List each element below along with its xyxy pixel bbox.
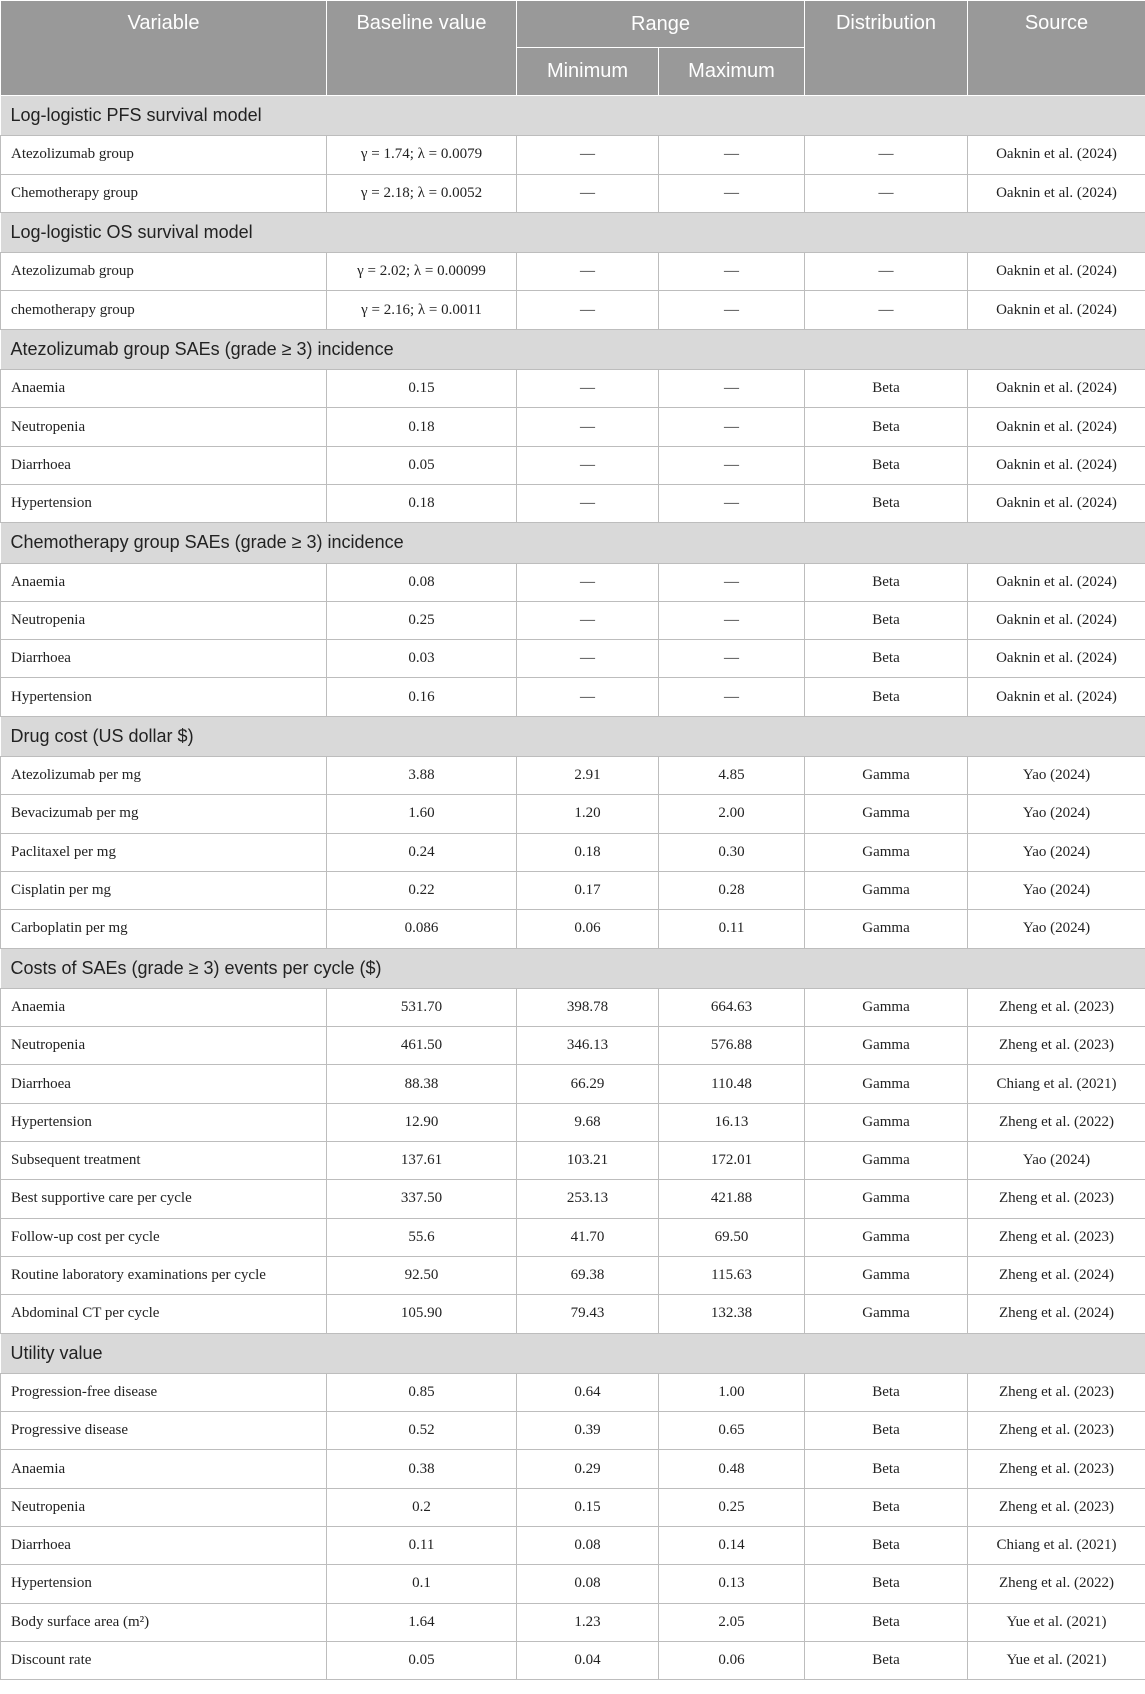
minimum-cell: 0.18: [517, 833, 659, 871]
baseline-cell: γ = 2.16; λ = 0.0011: [327, 291, 517, 329]
distribution-cell: —: [805, 291, 968, 329]
maximum-cell: —: [659, 370, 805, 408]
table-row: [1, 484, 1145, 522]
baseline-cell: 531.70: [327, 988, 517, 1026]
table-row: [1, 370, 1145, 408]
minimum-cell: —: [517, 370, 659, 408]
source-cell: Oaknin et al. (2024): [968, 484, 1145, 522]
header-distribution: Distribution: [805, 1, 968, 96]
baseline-cell: 0.25: [327, 601, 517, 639]
maximum-cell: 2.00: [659, 795, 805, 833]
variable-cell: Hypertension: [1, 1103, 327, 1141]
table-row: [1, 1256, 1145, 1294]
table-row: [1, 1027, 1145, 1065]
variable-cell: Anaemia: [1, 1450, 327, 1488]
distribution-cell: Beta: [805, 1412, 968, 1450]
source-cell: Zheng et al. (2023): [968, 1450, 1145, 1488]
source-cell: Oaknin et al. (2024): [968, 563, 1145, 601]
source-cell: Zheng et al. (2024): [968, 1256, 1145, 1294]
distribution-cell: Gamma: [805, 1142, 968, 1180]
table-row: [1, 1295, 1145, 1333]
maximum-cell: —: [659, 408, 805, 446]
minimum-cell: 0.15: [517, 1488, 659, 1526]
distribution-cell: Beta: [805, 484, 968, 522]
baseline-cell: 0.05: [327, 446, 517, 484]
table-row: [1, 871, 1145, 909]
minimum-cell: 1.20: [517, 795, 659, 833]
source-cell: Oaknin et al. (2024): [968, 370, 1145, 408]
minimum-cell: 0.08: [517, 1565, 659, 1603]
table-row: [1, 136, 1145, 174]
minimum-cell: —: [517, 174, 659, 212]
section-header-row: [1, 716, 1145, 756]
source-cell: Oaknin et al. (2024): [968, 291, 1145, 329]
baseline-cell: 0.18: [327, 408, 517, 446]
maximum-cell: —: [659, 136, 805, 174]
minimum-cell: 0.04: [517, 1641, 659, 1679]
source-cell: Zheng et al. (2023): [968, 1180, 1145, 1218]
source-cell: Yao (2024): [968, 871, 1145, 909]
minimum-cell: —: [517, 253, 659, 291]
minimum-cell: —: [517, 136, 659, 174]
section-title: Log-logistic PFS survival model: [1, 96, 1145, 136]
variable-cell: Anaemia: [1, 988, 327, 1026]
section-header-row: [1, 948, 1145, 988]
variable-cell: Progression-free disease: [1, 1373, 327, 1411]
maximum-cell: 0.30: [659, 833, 805, 871]
maximum-cell: 0.48: [659, 1450, 805, 1488]
source-cell: Oaknin et al. (2024): [968, 678, 1145, 716]
table-body: [1, 96, 1145, 1680]
baseline-cell: 0.52: [327, 1412, 517, 1450]
source-cell: Yao (2024): [968, 910, 1145, 948]
variable-cell: Routine laboratory examinations per cycle: [1, 1256, 327, 1294]
distribution-cell: Beta: [805, 1565, 968, 1603]
table-row: [1, 253, 1145, 291]
minimum-cell: 66.29: [517, 1065, 659, 1103]
minimum-cell: 0.08: [517, 1526, 659, 1564]
table-row: [1, 833, 1145, 871]
distribution-cell: Gamma: [805, 1065, 968, 1103]
variable-cell: Atezolizumab group: [1, 136, 327, 174]
distribution-cell: Gamma: [805, 795, 968, 833]
section-header-row: [1, 1333, 1145, 1373]
minimum-cell: 0.29: [517, 1450, 659, 1488]
variable-cell: Hypertension: [1, 678, 327, 716]
distribution-cell: Gamma: [805, 988, 968, 1026]
section-header-row: [1, 523, 1145, 563]
baseline-cell: 105.90: [327, 1295, 517, 1333]
maximum-cell: —: [659, 446, 805, 484]
source-cell: Chiang et al. (2021): [968, 1526, 1145, 1564]
maximum-cell: —: [659, 484, 805, 522]
minimum-cell: —: [517, 446, 659, 484]
distribution-cell: Beta: [805, 1603, 968, 1641]
variable-cell: Chemotherapy group: [1, 174, 327, 212]
source-cell: Zheng et al. (2022): [968, 1103, 1145, 1141]
source-cell: Zheng et al. (2023): [968, 988, 1145, 1026]
maximum-cell: —: [659, 563, 805, 601]
maximum-cell: —: [659, 678, 805, 716]
table-row: [1, 1065, 1145, 1103]
source-cell: Oaknin et al. (2024): [968, 640, 1145, 678]
table-row: [1, 988, 1145, 1026]
source-cell: Zheng et al. (2023): [968, 1373, 1145, 1411]
table-header: [1, 1, 1145, 96]
variable-cell: Neutropenia: [1, 408, 327, 446]
baseline-cell: 55.6: [327, 1218, 517, 1256]
table-row: [1, 757, 1145, 795]
distribution-cell: Beta: [805, 1526, 968, 1564]
baseline-cell: 0.18: [327, 484, 517, 522]
distribution-cell: Gamma: [805, 1027, 968, 1065]
baseline-cell: 0.38: [327, 1450, 517, 1488]
variable-cell: Hypertension: [1, 1565, 327, 1603]
section-title: Drug cost (US dollar $): [1, 716, 1145, 756]
header-maximum: Maximum: [659, 48, 805, 96]
baseline-cell: 0.22: [327, 871, 517, 909]
distribution-cell: Beta: [805, 640, 968, 678]
distribution-cell: Beta: [805, 678, 968, 716]
baseline-cell: γ = 1.74; λ = 0.0079: [327, 136, 517, 174]
maximum-cell: 0.65: [659, 1412, 805, 1450]
baseline-cell: 137.61: [327, 1142, 517, 1180]
maximum-cell: 0.13: [659, 1565, 805, 1603]
source-cell: Yue et al. (2021): [968, 1641, 1145, 1679]
table-row: [1, 1603, 1145, 1641]
minimum-cell: 2.91: [517, 757, 659, 795]
baseline-cell: γ = 2.02; λ = 0.00099: [327, 253, 517, 291]
variable-cell: Cisplatin per mg: [1, 871, 327, 909]
distribution-cell: Beta: [805, 370, 968, 408]
minimum-cell: 0.17: [517, 871, 659, 909]
baseline-cell: 1.60: [327, 795, 517, 833]
minimum-cell: —: [517, 640, 659, 678]
table-row: [1, 174, 1145, 212]
distribution-cell: Beta: [805, 1488, 968, 1526]
baseline-cell: 0.086: [327, 910, 517, 948]
variable-cell: Neutropenia: [1, 1027, 327, 1065]
table-row: [1, 446, 1145, 484]
baseline-cell: 92.50: [327, 1256, 517, 1294]
table-row: [1, 795, 1145, 833]
distribution-cell: Beta: [805, 446, 968, 484]
section-header-row: [1, 96, 1145, 136]
source-cell: Yao (2024): [968, 1142, 1145, 1180]
distribution-cell: Gamma: [805, 1218, 968, 1256]
maximum-cell: 421.88: [659, 1180, 805, 1218]
variable-cell: Diarrhoea: [1, 446, 327, 484]
distribution-cell: Beta: [805, 408, 968, 446]
table-row: [1, 1218, 1145, 1256]
table-row: [1, 1180, 1145, 1218]
source-cell: Oaknin et al. (2024): [968, 446, 1145, 484]
distribution-cell: Beta: [805, 1450, 968, 1488]
minimum-cell: —: [517, 484, 659, 522]
distribution-cell: —: [805, 253, 968, 291]
source-cell: Yao (2024): [968, 757, 1145, 795]
section-title: Costs of SAEs (grade ≥ 3) events per cycle ($): [1, 948, 1145, 988]
variable-cell: Hypertension: [1, 484, 327, 522]
variable-cell: Abdominal CT per cycle: [1, 1295, 327, 1333]
distribution-cell: Gamma: [805, 871, 968, 909]
maximum-cell: 0.14: [659, 1526, 805, 1564]
source-cell: Yao (2024): [968, 795, 1145, 833]
baseline-cell: 0.1: [327, 1565, 517, 1603]
maximum-cell: —: [659, 253, 805, 291]
source-cell: Oaknin et al. (2024): [968, 601, 1145, 639]
distribution-cell: Beta: [805, 1641, 968, 1679]
table-row: [1, 601, 1145, 639]
maximum-cell: 110.48: [659, 1065, 805, 1103]
baseline-cell: 0.08: [327, 563, 517, 601]
baseline-cell: 461.50: [327, 1027, 517, 1065]
baseline-cell: 1.64: [327, 1603, 517, 1641]
maximum-cell: 0.11: [659, 910, 805, 948]
variable-cell: Neutropenia: [1, 601, 327, 639]
source-cell: Oaknin et al. (2024): [968, 408, 1145, 446]
minimum-cell: —: [517, 291, 659, 329]
variable-cell: Body surface area (m²): [1, 1603, 327, 1641]
baseline-cell: 0.85: [327, 1373, 517, 1411]
minimum-cell: 1.23: [517, 1603, 659, 1641]
table-row: [1, 640, 1145, 678]
source-cell: Chiang et al. (2021): [968, 1065, 1145, 1103]
maximum-cell: 0.28: [659, 871, 805, 909]
distribution-cell: Gamma: [805, 757, 968, 795]
distribution-cell: Gamma: [805, 833, 968, 871]
baseline-cell: γ = 2.18; λ = 0.0052: [327, 174, 517, 212]
distribution-cell: Gamma: [805, 1256, 968, 1294]
minimum-cell: —: [517, 601, 659, 639]
variable-cell: Diarrhoea: [1, 1526, 327, 1564]
baseline-cell: 0.2: [327, 1488, 517, 1526]
variable-cell: Anaemia: [1, 370, 327, 408]
table-row: [1, 1103, 1145, 1141]
baseline-cell: 0.03: [327, 640, 517, 678]
distribution-cell: Gamma: [805, 1103, 968, 1141]
source-cell: Zheng et al. (2023): [968, 1027, 1145, 1065]
variable-cell: Carboplatin per mg: [1, 910, 327, 948]
distribution-cell: —: [805, 136, 968, 174]
distribution-cell: Gamma: [805, 1295, 968, 1333]
baseline-cell: 12.90: [327, 1103, 517, 1141]
source-cell: Oaknin et al. (2024): [968, 136, 1145, 174]
table-row: [1, 291, 1145, 329]
minimum-cell: 69.38: [517, 1256, 659, 1294]
section-title: Atezolizumab group SAEs (grade ≥ 3) incidence: [1, 329, 1145, 369]
minimum-cell: —: [517, 678, 659, 716]
maximum-cell: —: [659, 601, 805, 639]
table-row: [1, 563, 1145, 601]
header-range: Range: [517, 1, 805, 48]
header-minimum: Minimum: [517, 48, 659, 96]
variable-cell: chemotherapy group: [1, 291, 327, 329]
distribution-cell: Gamma: [805, 1180, 968, 1218]
maximum-cell: —: [659, 291, 805, 329]
source-cell: Zheng et al. (2023): [968, 1218, 1145, 1256]
maximum-cell: 16.13: [659, 1103, 805, 1141]
minimum-cell: 103.21: [517, 1142, 659, 1180]
baseline-cell: 337.50: [327, 1180, 517, 1218]
source-cell: Zheng et al. (2024): [968, 1295, 1145, 1333]
table-row: [1, 678, 1145, 716]
table-row: [1, 1450, 1145, 1488]
minimum-cell: —: [517, 408, 659, 446]
maximum-cell: 0.25: [659, 1488, 805, 1526]
source-cell: Zheng et al. (2023): [968, 1488, 1145, 1526]
variable-cell: Atezolizumab per mg: [1, 757, 327, 795]
variable-cell: Diarrhoea: [1, 640, 327, 678]
minimum-cell: 346.13: [517, 1027, 659, 1065]
table-row: [1, 1142, 1145, 1180]
table-row: [1, 1526, 1145, 1564]
baseline-cell: 0.24: [327, 833, 517, 871]
header-variable: Variable: [1, 1, 327, 96]
minimum-cell: —: [517, 563, 659, 601]
maximum-cell: 0.06: [659, 1641, 805, 1679]
maximum-cell: 576.88: [659, 1027, 805, 1065]
table-row: [1, 1641, 1145, 1679]
variable-cell: Progressive disease: [1, 1412, 327, 1450]
baseline-cell: 88.38: [327, 1065, 517, 1103]
source-cell: Zheng et al. (2022): [968, 1565, 1145, 1603]
source-cell: Oaknin et al. (2024): [968, 253, 1145, 291]
header-source: Source: [968, 1, 1145, 96]
baseline-cell: 0.11: [327, 1526, 517, 1564]
maximum-cell: —: [659, 174, 805, 212]
maximum-cell: —: [659, 640, 805, 678]
minimum-cell: 398.78: [517, 988, 659, 1026]
table-row: [1, 408, 1145, 446]
distribution-cell: Beta: [805, 1373, 968, 1411]
maximum-cell: 172.01: [659, 1142, 805, 1180]
variable-cell: Atezolizumab group: [1, 253, 327, 291]
maximum-cell: 4.85: [659, 757, 805, 795]
baseline-cell: 0.16: [327, 678, 517, 716]
minimum-cell: 41.70: [517, 1218, 659, 1256]
variable-cell: Anaemia: [1, 563, 327, 601]
source-cell: Yao (2024): [968, 833, 1145, 871]
variable-cell: Follow-up cost per cycle: [1, 1218, 327, 1256]
variable-cell: Diarrhoea: [1, 1065, 327, 1103]
minimum-cell: 9.68: [517, 1103, 659, 1141]
variable-cell: Best supportive care per cycle: [1, 1180, 327, 1218]
section-header-row: [1, 329, 1145, 369]
section-header-row: [1, 212, 1145, 252]
source-cell: Oaknin et al. (2024): [968, 174, 1145, 212]
maximum-cell: 1.00: [659, 1373, 805, 1411]
table-row: [1, 1488, 1145, 1526]
maximum-cell: 115.63: [659, 1256, 805, 1294]
minimum-cell: 0.39: [517, 1412, 659, 1450]
maximum-cell: 132.38: [659, 1295, 805, 1333]
table-row: [1, 1373, 1145, 1411]
variable-cell: Paclitaxel per mg: [1, 833, 327, 871]
baseline-cell: 0.05: [327, 1641, 517, 1679]
baseline-cell: 0.15: [327, 370, 517, 408]
variable-cell: Discount rate: [1, 1641, 327, 1679]
variable-cell: Bevacizumab per mg: [1, 795, 327, 833]
distribution-cell: —: [805, 174, 968, 212]
table-row: [1, 910, 1145, 948]
minimum-cell: 0.06: [517, 910, 659, 948]
distribution-cell: Beta: [805, 563, 968, 601]
section-title: Log-logistic OS survival model: [1, 212, 1145, 252]
source-cell: Yue et al. (2021): [968, 1603, 1145, 1641]
source-cell: Zheng et al. (2023): [968, 1412, 1145, 1450]
header-baseline: Baseline value: [327, 1, 517, 96]
table-row: [1, 1412, 1145, 1450]
distribution-cell: Beta: [805, 601, 968, 639]
maximum-cell: 2.05: [659, 1603, 805, 1641]
maximum-cell: 664.63: [659, 988, 805, 1026]
minimum-cell: 253.13: [517, 1180, 659, 1218]
maximum-cell: 69.50: [659, 1218, 805, 1256]
distribution-cell: Gamma: [805, 910, 968, 948]
table-row: [1, 1565, 1145, 1603]
section-title: Chemotherapy group SAEs (grade ≥ 3) incidence: [1, 523, 1145, 563]
minimum-cell: 0.64: [517, 1373, 659, 1411]
section-title: Utility value: [1, 1333, 1145, 1373]
variable-cell: Neutropenia: [1, 1488, 327, 1526]
minimum-cell: 79.43: [517, 1295, 659, 1333]
variable-cell: Subsequent treatment: [1, 1142, 327, 1180]
baseline-cell: 3.88: [327, 757, 517, 795]
